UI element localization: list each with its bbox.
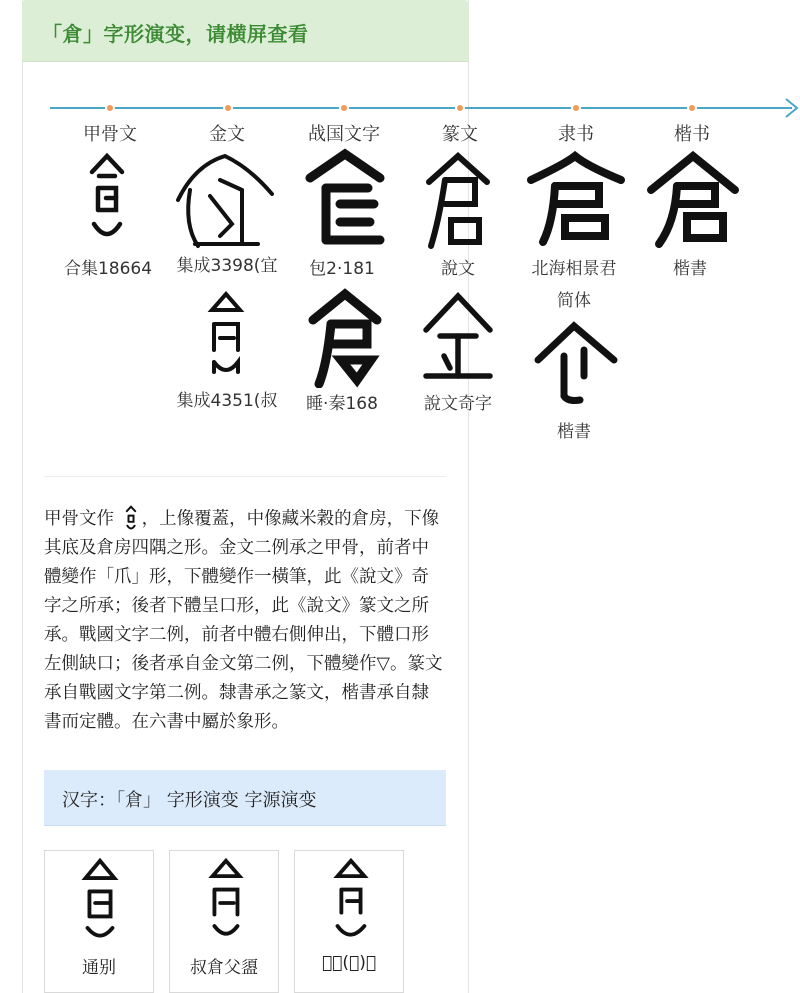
glyph-seal [423, 150, 493, 250]
glyph-thumbnail[interactable] [44, 850, 154, 993]
source-label: 集成4351(叔 [176, 391, 278, 411]
header-bar [22, 0, 469, 62]
era-label-bronze: 金文 [209, 124, 245, 145]
era-label-seal: 篆文 [442, 124, 478, 145]
glyph-simplified [530, 320, 620, 406]
source-label: 北海相景君 [531, 259, 617, 279]
era-label-warring: 战国文字 [308, 124, 380, 145]
glyph-regular [645, 150, 741, 250]
glyph-thumbnail[interactable] [169, 850, 279, 993]
content-card [22, 0, 469, 993]
source-label: 楷書 [673, 259, 707, 279]
description-part: 甲骨文作 [44, 509, 114, 529]
timeline-dot [105, 103, 115, 113]
description-part: ，上像覆蓋，中像藏米穀的倉房，下像其底及倉房四隅之形。金文二例承之甲骨，前者中體變作「爪」形，下體變作一橫筆，此《說文》奇字之所承；後者下體呈口形，此《說文》篆文之所承。戰國文字二例，前者中體右側伸出，下體口形左側缺口；後者承自金文第二例，下體變作▽。篆文承自戰國文字第二例。隸書承之篆文，楷書承自隸書而定體。在六書中屬於象形。 [44, 509, 443, 732]
source-label: 集成3398(宜 [176, 256, 278, 276]
source-label: 简体 [557, 291, 591, 311]
glyph-bronze-1 [170, 150, 280, 250]
timeline-dot [223, 103, 233, 113]
glyph-oracle-bone [82, 150, 132, 250]
source-label: 說文奇字 [424, 394, 492, 414]
thumbnail-label: 𫊨鐘(金)西 [321, 953, 377, 973]
glyph-warring-1 [300, 148, 390, 248]
era-label-oracle: 甲骨文 [83, 124, 137, 145]
era-label-clerical: 隶书 [558, 124, 594, 145]
glyph-warring-2 [305, 288, 385, 388]
timeline-arrow-icon [784, 98, 800, 118]
related-links-bar[interactable] [44, 770, 446, 826]
thumbnail-label: 通别 [82, 958, 116, 978]
description-text [44, 505, 446, 737]
timeline-dot [339, 103, 349, 113]
timeline-dot [571, 103, 581, 113]
timeline-line [50, 107, 792, 109]
source-label: 楷書 [557, 422, 591, 442]
timeline-dot [455, 103, 465, 113]
thumbnail-label: 叔倉父盨 [190, 958, 258, 978]
glyph-clerical [525, 150, 625, 250]
glyph-bronze-2 [200, 288, 252, 388]
related-links-label: 汉字：「倉」 字形演变 字源演变 [62, 790, 317, 811]
source-label: 說文 [441, 259, 475, 279]
source-label: 合集18664 [63, 259, 153, 279]
source-label: 包2·181 [309, 259, 375, 279]
glyph-seal-variant [420, 290, 496, 386]
page-title: 「倉」字形演变，请横屏查看 [42, 22, 309, 46]
glyph-thumbnail[interactable] [294, 850, 404, 993]
timeline-dot [687, 103, 697, 113]
inline-oracle-glyph-icon [120, 505, 142, 533]
era-label-regular: 楷书 [674, 124, 710, 145]
source-label: 睡·秦168 [306, 394, 378, 414]
section-divider [44, 476, 446, 477]
